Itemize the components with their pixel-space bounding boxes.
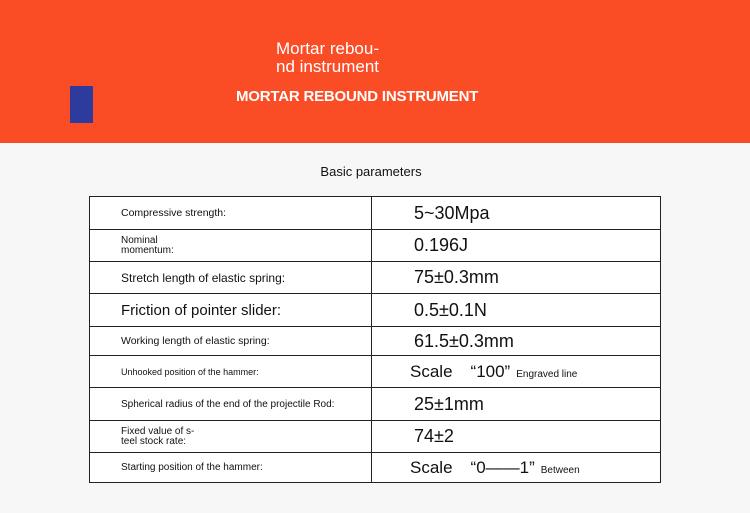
parameters-table (89, 196, 661, 483)
param-label: Unhooked position of the hammer: (90, 356, 372, 388)
param-note: Engraved line (516, 368, 578, 380)
table-row (90, 230, 661, 262)
scale-value: “100” (470, 361, 511, 381)
param-note: Between (540, 464, 580, 476)
param-label: Starting position of the hammer: (90, 453, 372, 483)
table-row (90, 356, 661, 388)
table-row (90, 388, 661, 421)
param-label: Friction of pointer slider: (90, 294, 372, 327)
param-value: 61.5±0.3mm (372, 327, 661, 356)
table-row (90, 327, 661, 356)
param-value: 74±2 (372, 421, 661, 453)
table-row (90, 453, 661, 483)
param-label: Compressive strength: (90, 197, 372, 230)
section-heading: Basic parameters (320, 164, 422, 179)
banner-title: Mortar rebou- nd instrument (276, 39, 379, 76)
param-value: 0.5±0.1N (372, 294, 661, 327)
param-value (372, 453, 661, 483)
scale-value: “0——1” (470, 457, 535, 477)
header-banner (0, 0, 750, 143)
table-row (90, 421, 661, 453)
scale-word: Scale (410, 457, 453, 477)
scale-word: Scale (410, 361, 453, 381)
param-label: Working length of elastic spring: (90, 327, 372, 356)
param-value (372, 356, 661, 388)
param-label: Nominal momentum: (90, 230, 372, 262)
param-label: Spherical radius of the end of the projectile Rod: (90, 388, 372, 421)
table-row (90, 294, 661, 327)
table-row (90, 197, 661, 230)
table-row (90, 262, 661, 294)
param-label: Stretch length of elastic spring: (90, 262, 372, 294)
param-value: 75±0.3mm (372, 262, 661, 294)
param-value: 5~30Mpa (372, 197, 661, 230)
param-value: 25±1mm (372, 388, 661, 421)
banner-subtitle: MORTAR REBOUND INSTRUMENT (236, 88, 479, 105)
decorative-blue-block (70, 86, 93, 123)
param-label: Fixed value of s- teel stock rate: (90, 421, 372, 453)
param-value: 0.196J (372, 230, 661, 262)
